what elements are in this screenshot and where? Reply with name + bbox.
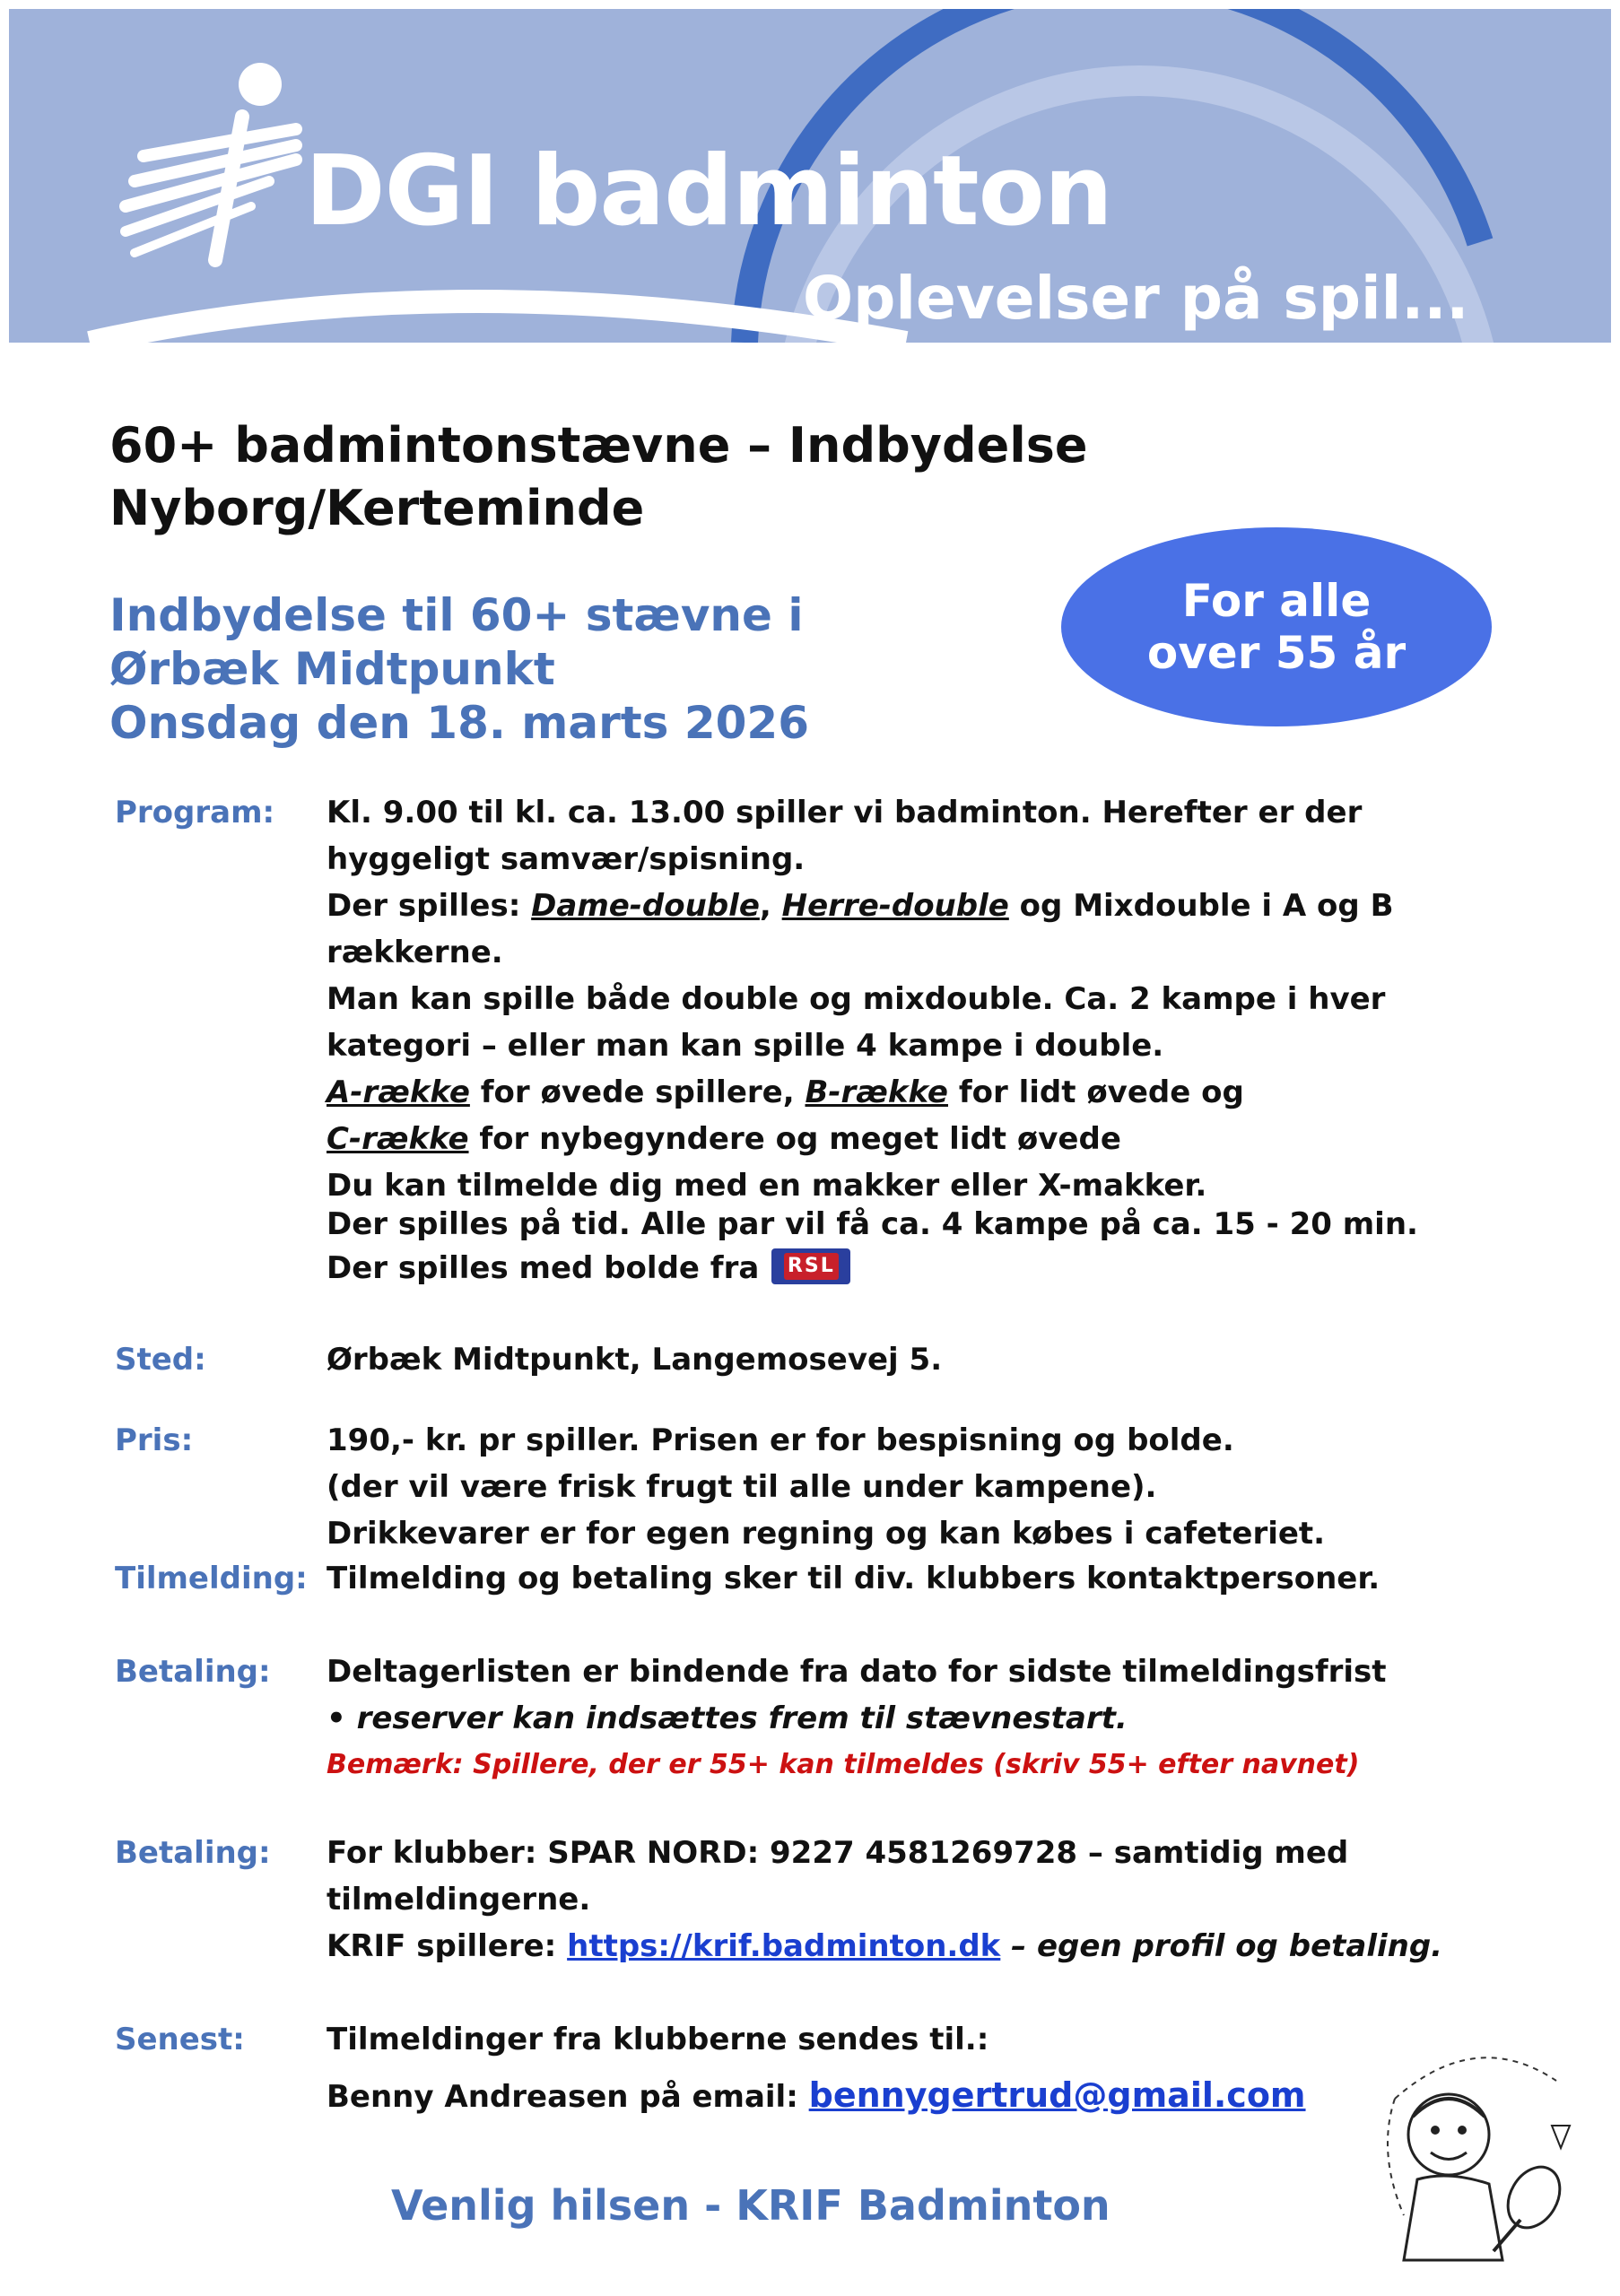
subtitle-line-1: Indbydelse til 60+ stævne i xyxy=(109,589,804,641)
herre-double-text: Herre-double xyxy=(781,888,1009,924)
program-line xyxy=(327,1121,1121,1158)
senest-line xyxy=(327,2075,1306,2117)
senest-text: Benny Andreasen på email: xyxy=(327,2079,809,2115)
betaling-line: • reserver kan indsættes frem til stævnestart. xyxy=(327,1700,1128,1736)
program-text: , xyxy=(759,888,782,924)
betaling-label: Betaling: xyxy=(115,1835,271,1871)
program-text: Der spilles: xyxy=(327,888,532,924)
program-line: kategori – eller man kan spille 4 kampe i double. xyxy=(327,1028,1164,1064)
badminton-player-cartoon-icon xyxy=(1368,2036,1592,2278)
rsl-logo xyxy=(771,1248,850,1284)
betaling-note: Bemærk: Spillere, der er 55+ kan tilmeldes (skriv 55+ efter navnet) xyxy=(327,1749,1360,1780)
program-text: for lidt øvede og xyxy=(947,1074,1244,1110)
page-title xyxy=(109,414,1276,540)
dame-double-text: Dame-double xyxy=(531,888,760,924)
badge-line-1: For alle xyxy=(1181,575,1372,627)
program-line: Kl. 9.00 til kl. ca. 13.00 spiller vi badminton. Herefter er der xyxy=(327,795,1363,831)
tilmelding-text: Tilmelding og betaling sker til div. klubbers kontaktpersoner. xyxy=(327,1561,1380,1596)
program-line: Du kan tilmelde dig med en makker eller X-makker. xyxy=(327,1168,1207,1204)
betaling-text: KRIF spillere: xyxy=(327,1928,568,1964)
title-line-2: Nyborg/Kerteminde xyxy=(109,480,645,536)
a-raekke-text: A-række xyxy=(327,1074,470,1110)
program-line xyxy=(327,888,1394,925)
program-line xyxy=(327,1074,1244,1111)
brand-slogan: Oplevelser på spil... xyxy=(803,264,1469,333)
pris-line: (der vil være frisk frugt til alle under kampene). xyxy=(327,1469,1157,1505)
pris-line: 190,- kr. pr spiller. Prisen er for bespisning og bolde. xyxy=(327,1422,1234,1458)
program-label: Program: xyxy=(115,795,275,831)
age-badge xyxy=(1061,527,1492,726)
b-raekke-text: B-række xyxy=(805,1074,948,1110)
betaling-line xyxy=(327,1928,1442,1965)
program-text: Der spilles med bolde fra xyxy=(327,1250,760,1286)
program-text: for nybegyndere og meget lidt øvede xyxy=(468,1121,1121,1157)
betaling-line: tilmeldingerne. xyxy=(327,1882,591,1918)
senest-line: Tilmeldinger fra klubberne sendes til.: xyxy=(327,2022,989,2057)
sted-label: Sted: xyxy=(115,1342,206,1378)
rsl-logo-text: RSL xyxy=(784,1253,839,1280)
pris-line: Drikkevarer er for egen regning og kan købes i cafeteriet. xyxy=(327,1516,1326,1552)
shuttlecock-player-icon xyxy=(117,63,332,278)
c-raekke-text: C-række xyxy=(327,1121,469,1157)
subtitle-line-2: Ørbæk Midtpunkt xyxy=(109,643,555,695)
brand-name: DGI badminton xyxy=(305,135,1112,248)
program-line: hyggeligt samvær/spisning. xyxy=(327,841,806,877)
program-text: og Mixdouble i A og B xyxy=(1008,888,1394,924)
email-link[interactable]: bennygertrud@gmail.com xyxy=(808,2075,1306,2115)
betaling-label: Betaling: xyxy=(115,1654,271,1690)
invitation-subtitle xyxy=(109,588,1006,750)
senest-label: Senest: xyxy=(115,2022,245,2057)
program-line xyxy=(327,1250,850,1288)
subtitle-line-3: Onsdag den 18. marts 2026 xyxy=(109,697,810,749)
krif-link[interactable]: https://krif.badminton.dk xyxy=(567,1928,1001,1964)
sted-text: Ørbæk Midtpunkt, Langemosevej 5. xyxy=(327,1342,943,1378)
tilmelding-label: Tilmelding: xyxy=(115,1561,308,1596)
betaling-line: For klubber: SPAR NORD: 9227 4581269728 – samtidig med xyxy=(327,1835,1349,1871)
closing-greeting: Venlig hilsen - KRIF Badminton xyxy=(391,2181,1110,2230)
program-text: for øvede spillere, xyxy=(469,1074,806,1110)
badge-line-2: over 55 år xyxy=(1146,627,1407,679)
betaling-line: Deltagerlisten er bindende fra dato for sidste tilmeldingsfrist xyxy=(327,1654,1387,1690)
header-banner xyxy=(9,9,1611,343)
title-line-1: 60+ badmintonstævne – Indbydelse xyxy=(109,417,1088,474)
betaling-text: – egen profil og betaling. xyxy=(1000,1928,1443,1964)
program-line: rækkerne. xyxy=(327,935,503,970)
program-line: Der spilles på tid. Alle par vil få ca. 4 kampe på ca. 15 - 20 min. xyxy=(327,1206,1418,1242)
program-line: Man kan spille både double og mixdouble. Ca. 2 kampe i hver xyxy=(327,981,1386,1017)
pris-label: Pris: xyxy=(115,1422,194,1458)
